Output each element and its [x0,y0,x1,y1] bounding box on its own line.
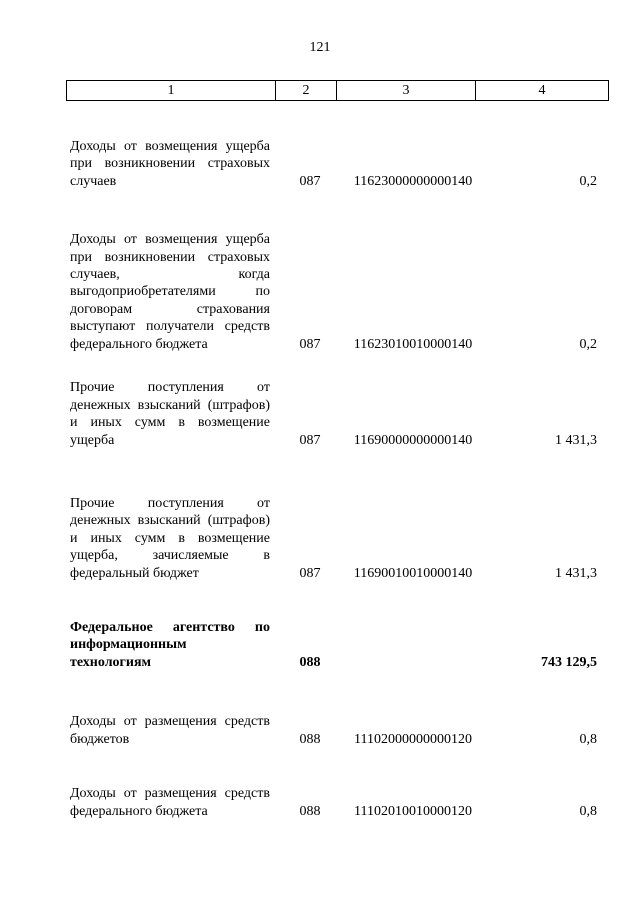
row-admin-code: 087 [299,336,321,352]
table-header [66,80,609,101]
row-name: Прочие поступления от денежных взысканий (штрафов) и иных сумм в возмещение ущерба, зачисляемые в федеральный бюджет [70,495,270,581]
row-amount: 0,8 [579,731,597,747]
row-amount: 743 129,5 [541,654,597,670]
row-budget-code: 11690000000000140 [353,432,473,448]
table-row [0,477,640,582]
row-admin-code: 087 [299,173,321,189]
row-admin-code: 088 [299,654,321,670]
header-col-2: 2 [276,81,337,100]
page-number: 121 [309,40,331,55]
table-row [0,378,640,449]
header-col-4: 4 [538,83,546,98]
row-admin-code: 088 [299,803,321,819]
row-amount: 1 431,3 [555,565,597,581]
row-admin-code: 087 [299,432,321,448]
row-name: Доходы от размещения средств бюджетов [70,714,270,747]
row-name: Доходы от возмещения ущерба при возникновении страховых случаев, когда выгодоприобретателями по договорам страхования выступают получатели средств федерального бюджета [70,232,270,352]
row-admin-code: 087 [299,565,321,581]
table-row [0,134,640,190]
row-name: Прочие поступления от денежных взысканий (штрафов) и иных сумм в возмещение ущерба [70,380,270,448]
row-budget-code: 11690010010000140 [353,565,473,581]
row-amount: 0,2 [579,336,597,352]
row-amount: 1 431,3 [555,432,597,448]
header-col-1: 1 [67,81,276,100]
row-name: Федеральное агентство по информационным технологиям [70,619,270,670]
table-row [0,766,640,820]
row-budget-code: 11623000000000140 [353,173,473,189]
row-budget-code: 11102010010000120 [354,803,472,819]
row-budget-code: 11623010010000140 [353,336,473,352]
row-admin-code: 088 [299,731,321,747]
header-col-3: 3 [337,81,476,100]
table-row [0,711,640,748]
row-amount: 0,8 [579,803,597,819]
row-name: Доходы от возмещения ущерба при возникновении страховых случаев [70,138,270,189]
row-budget-code: 11102000000000120 [354,731,472,747]
table-row [0,230,640,353]
row-amount: 0,2 [579,173,597,189]
row-name: Доходы от размещения средств федерального бюджета [70,786,270,819]
table-row-agency [0,617,640,671]
